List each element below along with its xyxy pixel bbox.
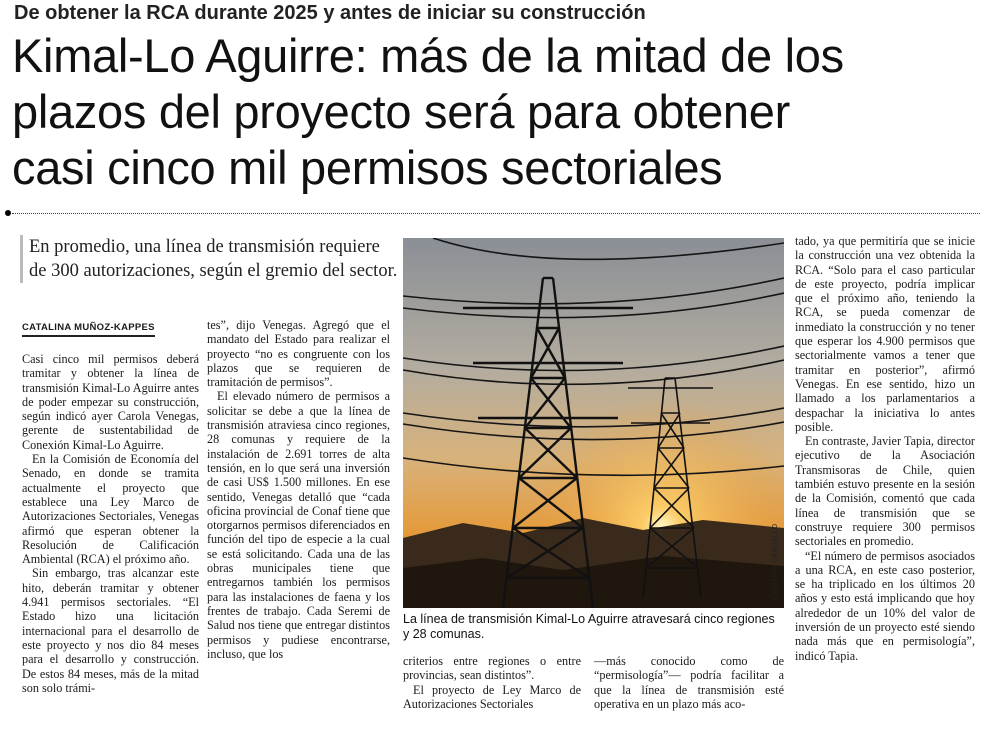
paragraph: —más conocido como de “permisología”— podría facilitar a que la línea de transmisión esté operativa en un plazo más aco- xyxy=(594,654,784,711)
byline: CATALINA MUÑOZ-KAPPES xyxy=(22,322,155,337)
headline-line: plazos del proyecto será para obtener xyxy=(12,85,790,138)
paragraph: En la Comisión de Economía del Senado, en donde se tramita actualmente el proyecto que establece una Ley Marco de Autorizaciones Sectoriales, Venegas afirmó que esperan obtener la Resolución de Calificación Ambiental (RCA) el próximo año. xyxy=(22,452,199,567)
body-column-3 xyxy=(403,654,581,711)
kicker: De obtener la RCA durante 2025 y antes de iniciar su construcción xyxy=(14,2,646,24)
headline-line: Kimal-Lo Aguirre: más de la mitad de los xyxy=(12,29,844,82)
photo-credit: CRISTIAN CARVALLO xyxy=(772,523,779,600)
paragraph: Casi cinco mil permisos deberá tramitar y obtener la línea de transmisión Kimal-Lo Aguirre antes de poder empezar su construcción, según indicó ayer Carola Venegas, gerente de sustentabilidad de Conexión Kimal-Lo Aguirre. xyxy=(22,352,199,452)
rule-dot xyxy=(5,210,11,216)
paragraph: El proyecto de Ley Marco de Autorizaciones Sectoriales xyxy=(403,682,581,711)
paragraph: tado, ya que permitiría que se inicie la construcción una vez obtenida la RCA. “Solo para el caso particular de este proyecto, podría implicar que el próximo año, teniendo la RCA, se pueda comenzar de inmediato la construcción y no tener que esperar los 4.900 permisos que sectorialmente vamos a tener que tramitar en posterior”, afirmó Venegas. En ese sentido, hizo un llamado a los parlamentarios a despachar la iniciativa lo antes posible. xyxy=(795,234,975,434)
paragraph: En contraste, Javier Tapia, director ejecutivo de la Asociación Transmisoras de Chile, quien también estuvo presente en la sesión de la Comisión, comentó que cada línea de transmisión que se construye requiere 300 permisos sectoriales en promedio. xyxy=(795,434,975,549)
paragraph: “El número de permisos asociados a una RCA, en este caso posterior, se ha triplicado en los últimos 20 años y esto está implicando que hoy alrededor de un 10% del valor de inversión de un proyecto esté siendo nada más que en permisología”, indicó Tapia. xyxy=(795,548,975,663)
headline xyxy=(12,28,982,196)
body-column-1 xyxy=(22,352,199,695)
paragraph: El elevado número de permisos a solicitar se debe a que la línea de transmisión atraviesa cinco regiones, 28 comunas y requiere de la instalación de 2.691 torres de alta tensión, en lo que será una inversión de casi US$ 1.500 millones. En ese sentido, Venegas detalló que “cada oficina provincial de Conaf tiene que otorgarnos permisos diferenciados en función del tipo de especie a la cual se está solicitando. Cada una de las obras municipales tiene que entregarnos también los permisos para las instalaciones de faena y los frentes de trabajo. Cada Seremi de Salud nos tiene que entregar distintos permisos y pudiese encontrarse, incluso, que los xyxy=(207,389,390,661)
paragraph: criterios entre regiones o entre provincias, sean distintos”. xyxy=(403,654,581,683)
body-column-4 xyxy=(594,654,784,711)
subhead: En promedio, una línea de transmisión requiere de 300 autorizaciones, según el gremio del sector. xyxy=(20,235,401,283)
headline-line: casi cinco mil permisos sectoriales xyxy=(12,141,723,194)
body-column-5 xyxy=(795,234,975,663)
transmission-tower-photo xyxy=(403,238,784,608)
paragraph: tes”, dijo Venegas. Agregó que el mandato del Estado para realizar el proyecto “no es congruente con los plazos que se requieren de tramitación de permisos”. xyxy=(207,318,390,390)
photo-caption: La línea de transmisión Kimal-Lo Aguirre atravesará cinco regiones y 28 comunas. xyxy=(403,612,775,641)
divider xyxy=(12,213,980,214)
body-column-2 xyxy=(207,318,390,661)
paragraph: Sin embargo, tras alcanzar este hito, deberán tramitar y obtener 4.941 permisos sectoriales. “El Estado hizo una licitación internacional para el desarrollo de este proyecto y nos dio 84 meses para el desarrollo y construcción. De estos 84 meses, más de la mitad son solo trámi- xyxy=(22,566,199,695)
